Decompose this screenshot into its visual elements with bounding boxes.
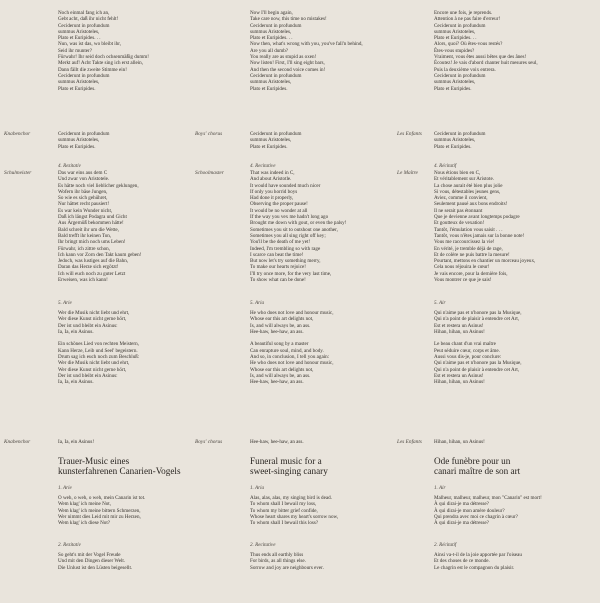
aria-text: He who does not love and honour music, Whose ear this art delights not, Is, and will always be, an ass. Hee-haw, hee-haw, an ass. A beautiful song by a master Can enrapture soul, mind, and body. And so, in conclusion, I tell you again: He who does not love and honour music, Whose ear this art delights not, Is, and will always be, an ass. Hee-haw, hee-haw, an ass. — [250, 310, 334, 386]
work-recit-title: 2. Rezitativ — [58, 542, 81, 548]
work-recit-title: 2. Récitatif — [434, 542, 457, 548]
master-label: Schoolmaster — [195, 170, 224, 176]
chorus-text: Ceciderunt in profundum summus Aristoteles, Plato et Euripides. — [250, 131, 302, 150]
work-aria-text: Alas, alas, alas, my singing bird is dead. To whom shall I bewail my loss, To whom my bitter grief confide, Whose heart shares my heart's sorrow now, To whom shall I bewail this loss? — [250, 495, 339, 527]
recit-text: That was indeed in C, And about Aristotle. It would have sounded much nicer If only you horrid boys Had done it properly, Observing the proper pause! It would be no wonder at all If the way you vex me hadn't long ago Brought me down with gout, or even the palsy! Sometimes you sit to outshout one another, Sometimes you all sing right off key; You'll be the death of me yet! Indeed, I'm trembling so with rage I scarce can beat the time! But now let's try something merry, To make our hearts rejoice! I'll try once more, for the very last time, To show what can be done! — [250, 170, 347, 284]
work-title: Ode funèbre pour un canari maître de son art — [434, 456, 521, 476]
chorus-label: Boys' chorus — [195, 131, 223, 137]
recit-title: 4. Recitative — [250, 163, 276, 169]
chorus-text: Ceciderunt in profundum summus Aristoteles, Plato et Euripides. — [434, 131, 486, 150]
chorus2-text: Ia, Ia, ein Asinus! — [58, 439, 95, 445]
chorus-label: Les Enfants — [397, 131, 422, 137]
recit-top-text: Now I'll begin again, Take care now, this time no mistakes! Ceciderunt in profundum summus Aristoteles, Plato et Euripides. . . Now then, what's wrong with you, you've fall'n behind, Are you all dumb? You really are as stupid as oxen! Now listen! First, I'll sing eight bars, And then the second voice comes in! Ceciderunt in profundum summus Aristoteles, Plato et Euripides. — [250, 10, 363, 92]
recit-text: Das war eins aus dem C Und zwar von Aristotele. Es hätte noch viel lieblicher geklungen, Wofern ihr bäse Jungen, So wie es sich gehühret, Nur hättet recht pausiert! Es war kein Wunder nicht, Daß ich längst Podagra und Gicht Aus Ärgernüß bekommen hätte! Bald schreit ihr um die Wette, Bald trefft ihr keinen Ton, Ihr bringt mich noch ums Leben! Fürwahr, ich zittre schon, Ich kann vor Zorn den Takt kaum geben! Jedoch, was lustiges auf die Bahn, Daran das Herze sich ergötzt! Ich will euch noch zu guter Letzt Erweisen, was ich kann! — [58, 170, 142, 284]
work-aria-title: 1. Arie — [58, 485, 72, 491]
master-label: Le Maître — [397, 170, 418, 176]
chorus2-text: Hee-haw, hee-haw, an ass. — [250, 439, 304, 445]
work-title: Funeral music for a sweet-singing canary — [250, 456, 328, 476]
aria-title: 5. Arie — [58, 300, 72, 306]
aria-text: Qui n'aime pas et n'honore pas la Musique, Qui n'a point de plaisir à entendre cet Art, Est et restera un Asinus! Hihan, hihan, un Asinus! Le beau chant d'un vrai maître Peut séduire cœur, corps et âme. Aussi vous dis-je, pour conclure: Qui n'aime pas et n'honore pas la Musique, Qui n'a point de plaisir à entendre cet Art, Est et restera un Asinus! Hihan, hihan, un Asinus! — [434, 310, 522, 386]
chorus2-label: Boys' chorus — [195, 439, 223, 445]
work-aria-text: Malheur, malheur, malheur, mon "Canarin" est mort! À qui dirai-je ma détresse? À qui dirai-je mon amère douleur? Qui prendra avec moi ce chagrin à cœur? À qui dirai-je ma détresse? — [434, 495, 542, 527]
chorus2-label: Knabenchor — [4, 439, 31, 445]
aria-text: Wer die Musik nicht liebt und ehrt, Wer diese Kunst nicht gerne hört, Der ist und bleibt ein Asinus: Ia, Ia, ein Asinus. Ein schönes Lied von rechten Meistern, Kann Herze, Leib und Seel' begeistern. Drum sag ich euch noch zum Beschluß: Wer die Musik nicht liebt und ehrt, Wer diese Kunst nicht gerne hört, Der ist und bleibt ein Asinus: Ia, Ia, ein Asinus. — [58, 310, 140, 386]
recit-title: 4. Rezitativ — [58, 163, 81, 169]
work-title: Trauer-Music eines kunsterfahrenen Canarien-Vogels — [58, 456, 181, 476]
work-recit-title: 2. Recitative — [250, 542, 276, 548]
recit-top-text: Encore une fois, je reprends. Attention à ne pas faire d'erreur! Ceciderunt in profundum summus Aristoteles, Plato et Euripides. . . Alors, quoi? Où êtes-vous restés? Êtes-vous stupides? Vraiment, vous êtes aussi bêtes que des ânes! Écoutez! Je vais d'abord chanter huit mesures seul, Puis la deuxième voix entrera. Ceciderunt in profundum summus Aristoteles, Plato et Euripides. — [434, 10, 538, 92]
recit-text: Nous étions bien en C, Et véritablement sur Aristote. La chose aurait été bien plus jolie Si vous, détestables jeunes gens, Aviez, comme il convient, Seulement pausé aux bons endroits! Il ne serait pas étonnant Que je devienne avant longtemps podagre Et goutteux de vexation! Tantôt, l'émulation vous saisit . . . Tantôt, vous n'êtes jamais sur la bonne note! Vous me raccourcissez la vie! En vérité, je tremble déjà de rage, Et de colère ne puis battre la mesure! Pourtant, mettons en chantier un morceau joyeux, Cela nous réjouira le cœur! Je vais encore, pour la dernière fois, Vous montrer ce que je sais! — [434, 170, 536, 284]
work-recit-text: Ainsi va-t-il de la joie apportée par l'oiseau Et des choses de ce monde. Le chagrin est le compagnon du plaisir. — [434, 552, 522, 571]
work-aria-title: 1. Air — [434, 485, 446, 491]
aria-title: 5. Air — [434, 300, 446, 306]
recit-title: 4. Récitatif — [434, 163, 457, 169]
chorus-text: Ceciderunt in profundum summus Aristoteles, Plato et Euripides. — [58, 131, 110, 150]
chorus2-text: Hihan, hihan, un Asinus! — [434, 439, 485, 445]
work-aria-text: O weh, o weh, o weh, mein Canarin ist tot. Wem klag' ich meine Not, Wem klag' ich meine bittern Schmerzen, Wer nimmt dies Leid mit mir zu Herzen, Wem klag' ich diese Not? — [58, 495, 146, 527]
chorus2-label: Les Enfants — [397, 439, 422, 445]
work-aria-title: 1. Aria — [250, 485, 265, 491]
recit-top-text: Noch einmal fang ich an, Gebt acht, daß ihr nicht fehlt! Ceciderunt in profundum summus Aristoteles, Plato et Euripides. . . Nun, was ist das, wo bleibt ihr, Seid ihr munter? Fürwahr! Ihr seid doch ochsenmäßig dumm! Merkt auf! Acht Takte sing ich erst allein, Dann fällt die zweite Stimme ein! Ceciderunt in profundum summus Aristoteles, Plato et Euripides. — [58, 10, 149, 92]
work-recit-text: So geht's mit der Vogel Freude Und mit den Dingen dieser Welt. Die Unlust ist den Lüsten beigesellt. — [58, 552, 133, 571]
aria-title: 5. Aria — [250, 300, 265, 306]
work-recit-text: Thus ends all earthly bliss For birds, as all things else. Sorrow and joy are neighbours ever. — [250, 552, 324, 571]
chorus-label: Knabenchor — [4, 131, 31, 137]
master-label: Schulmeister — [4, 170, 32, 176]
